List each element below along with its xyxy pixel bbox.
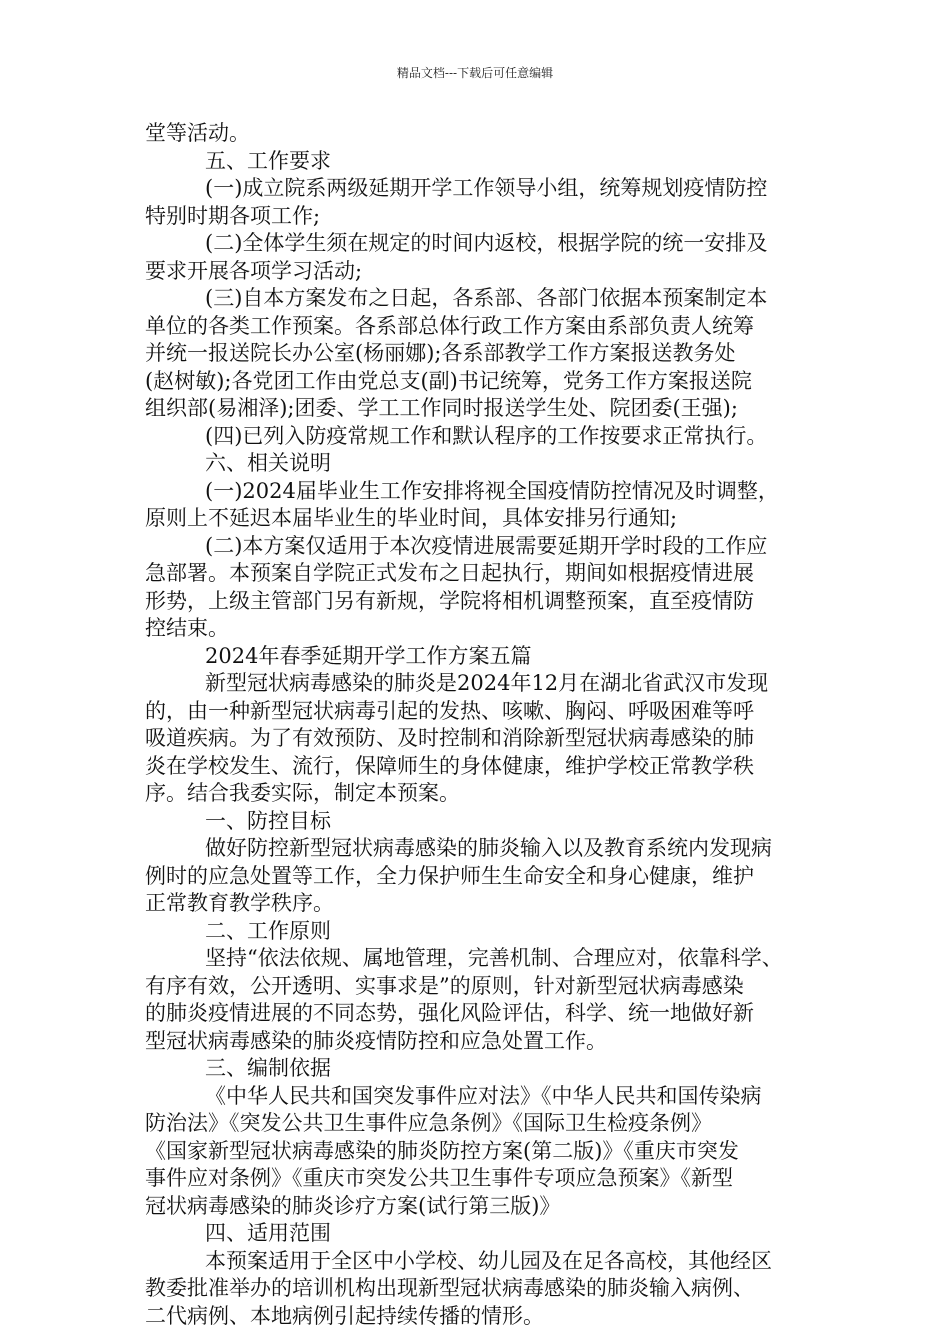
text-line: 原则上不延迟本届毕业生的毕业时间，具体安排另行通知; [145, 506, 678, 530]
text-line: 本预案适用于全区中小学校、幼儿园及在足各高校，其他经区 [205, 1248, 772, 1273]
text-line: 做好防控新型冠状病毒感染的肺炎输入以及教育系统内发现病 [205, 836, 772, 860]
text-line: (四)已列入防疫常规工作和默认程序的工作按要求正常执行。 [205, 423, 768, 448]
text-line: 三、编制依据 [205, 1056, 331, 1080]
text-line: 要求开展各项学习活动; [145, 258, 363, 283]
text-line: 序。结合我委实际，制定本预案。 [145, 781, 460, 805]
text-line: 2024年春季延期开学工作方案五篇 [205, 643, 532, 668]
text-line: 炎在学校发生、流行，保障师生的身体健康，维护学校正常教学秩 [145, 753, 754, 778]
text-line: 特别时期各项工作; [145, 203, 321, 228]
text-line: 吸道疾病。为了有效预防、及时控制和消除新型冠状病毒感染的肺 [145, 726, 754, 750]
text-line: 二代病例、本地病例引起持续传播的情形。 [145, 1303, 544, 1328]
text-line: 的肺炎疫情进展的不同态势，强化风险评估，科学、统一地做好新 [145, 1001, 754, 1025]
text-line: 堂等活动。 [145, 121, 250, 145]
text-line: (一)成立院系两级延期开学工作领导小组，统筹规划疫情防控 [205, 176, 768, 200]
text-line: (三)自本方案发布之日起，各系部、各部门依据本预案制定本 [205, 286, 768, 310]
text-line: (一)2024届毕业生工作安排将视全国疫情防控情况及时调整， [205, 478, 779, 503]
text-line: 组织部(易湘泽);团委、学工工作同时报送学生处、院团委(王强); [145, 396, 738, 420]
text-line: 控结束。 [145, 616, 229, 640]
text-line: 《国家新型冠状病毒感染的肺炎防控方案(第二版)》《重庆市突发 [145, 1138, 739, 1163]
text-line: 事件应对条例》《重庆市突发公共卫生事件专项应急预案》《新型 [145, 1166, 733, 1190]
text-line: 坚持“依法依规、属地管理，完善机制、合理应对，依靠科学、 [205, 946, 783, 970]
text-line: (赵树敏);各党团工作由党总支(副)书记统筹，党务工作方案报送院 [145, 368, 752, 393]
page-header: 精品文档---下载后可任意编辑 [396, 66, 554, 80]
text-line: (二)本方案仅适用于本次疫情进展需要延期开学时段的工作应 [205, 533, 768, 558]
document-body [145, 120, 820, 1330]
text-line: 《中华人民共和国突发事件应对法》《中华人民共和国传染病 [205, 1083, 762, 1108]
text-line: 急部署。本预案自学院正式发布之日起执行，期间如根据疫情进展 [145, 561, 754, 585]
text-line: 一、防控目标 [205, 808, 331, 833]
text-line: 的，由一种新型冠状病毒引起的发热、咳嗽、胸闷、呼吸困难等呼 [145, 698, 754, 723]
text-line: 四、适用范围 [205, 1221, 331, 1245]
text-line: 形势，上级主管部门另有新规，学院将相机调整预案，直至疫情防 [145, 588, 754, 613]
text-line: 并统一报送院长办公室(杨丽娜);各系部教学工作方案报送教务处 [145, 341, 736, 365]
text-line: 例时的应急处置等工作，全力保护师生生命安全和身心健康，维护 [145, 863, 754, 888]
text-line: 冠状病毒感染的肺炎诊疗方案(试行第三版)》 [145, 1193, 561, 1218]
text-line: 二、工作原则 [205, 918, 331, 943]
text-line: 教委批准举办的培训机构出现新型冠状病毒感染的肺炎输入病例、 [145, 1276, 754, 1300]
text-line: 单位的各类工作预案。各系部总体行政工作方案由系部负责人统筹 [145, 313, 754, 338]
text-line: 六、相关说明 [205, 451, 331, 475]
text-line: (二)全体学生须在规定的时间内返校，根据学院的统一安排及 [205, 231, 768, 255]
text-line: 五、工作要求 [205, 148, 331, 173]
text-line: 新型冠状病毒感染的肺炎是2024年12月在湖北省武汉市发现 [205, 671, 769, 695]
text-line: 型冠状病毒感染的肺炎疫情防控和应急处置工作。 [145, 1028, 607, 1053]
text-line: 有序有效，公开透明、实事求是”的原则，针对新型冠状病毒感染 [145, 973, 744, 998]
text-line: 防治法》《突发公共卫生事件应急条例》《国际卫生检疫条例》 [145, 1111, 712, 1135]
text-line: 正常教育教学秩序。 [145, 891, 334, 915]
